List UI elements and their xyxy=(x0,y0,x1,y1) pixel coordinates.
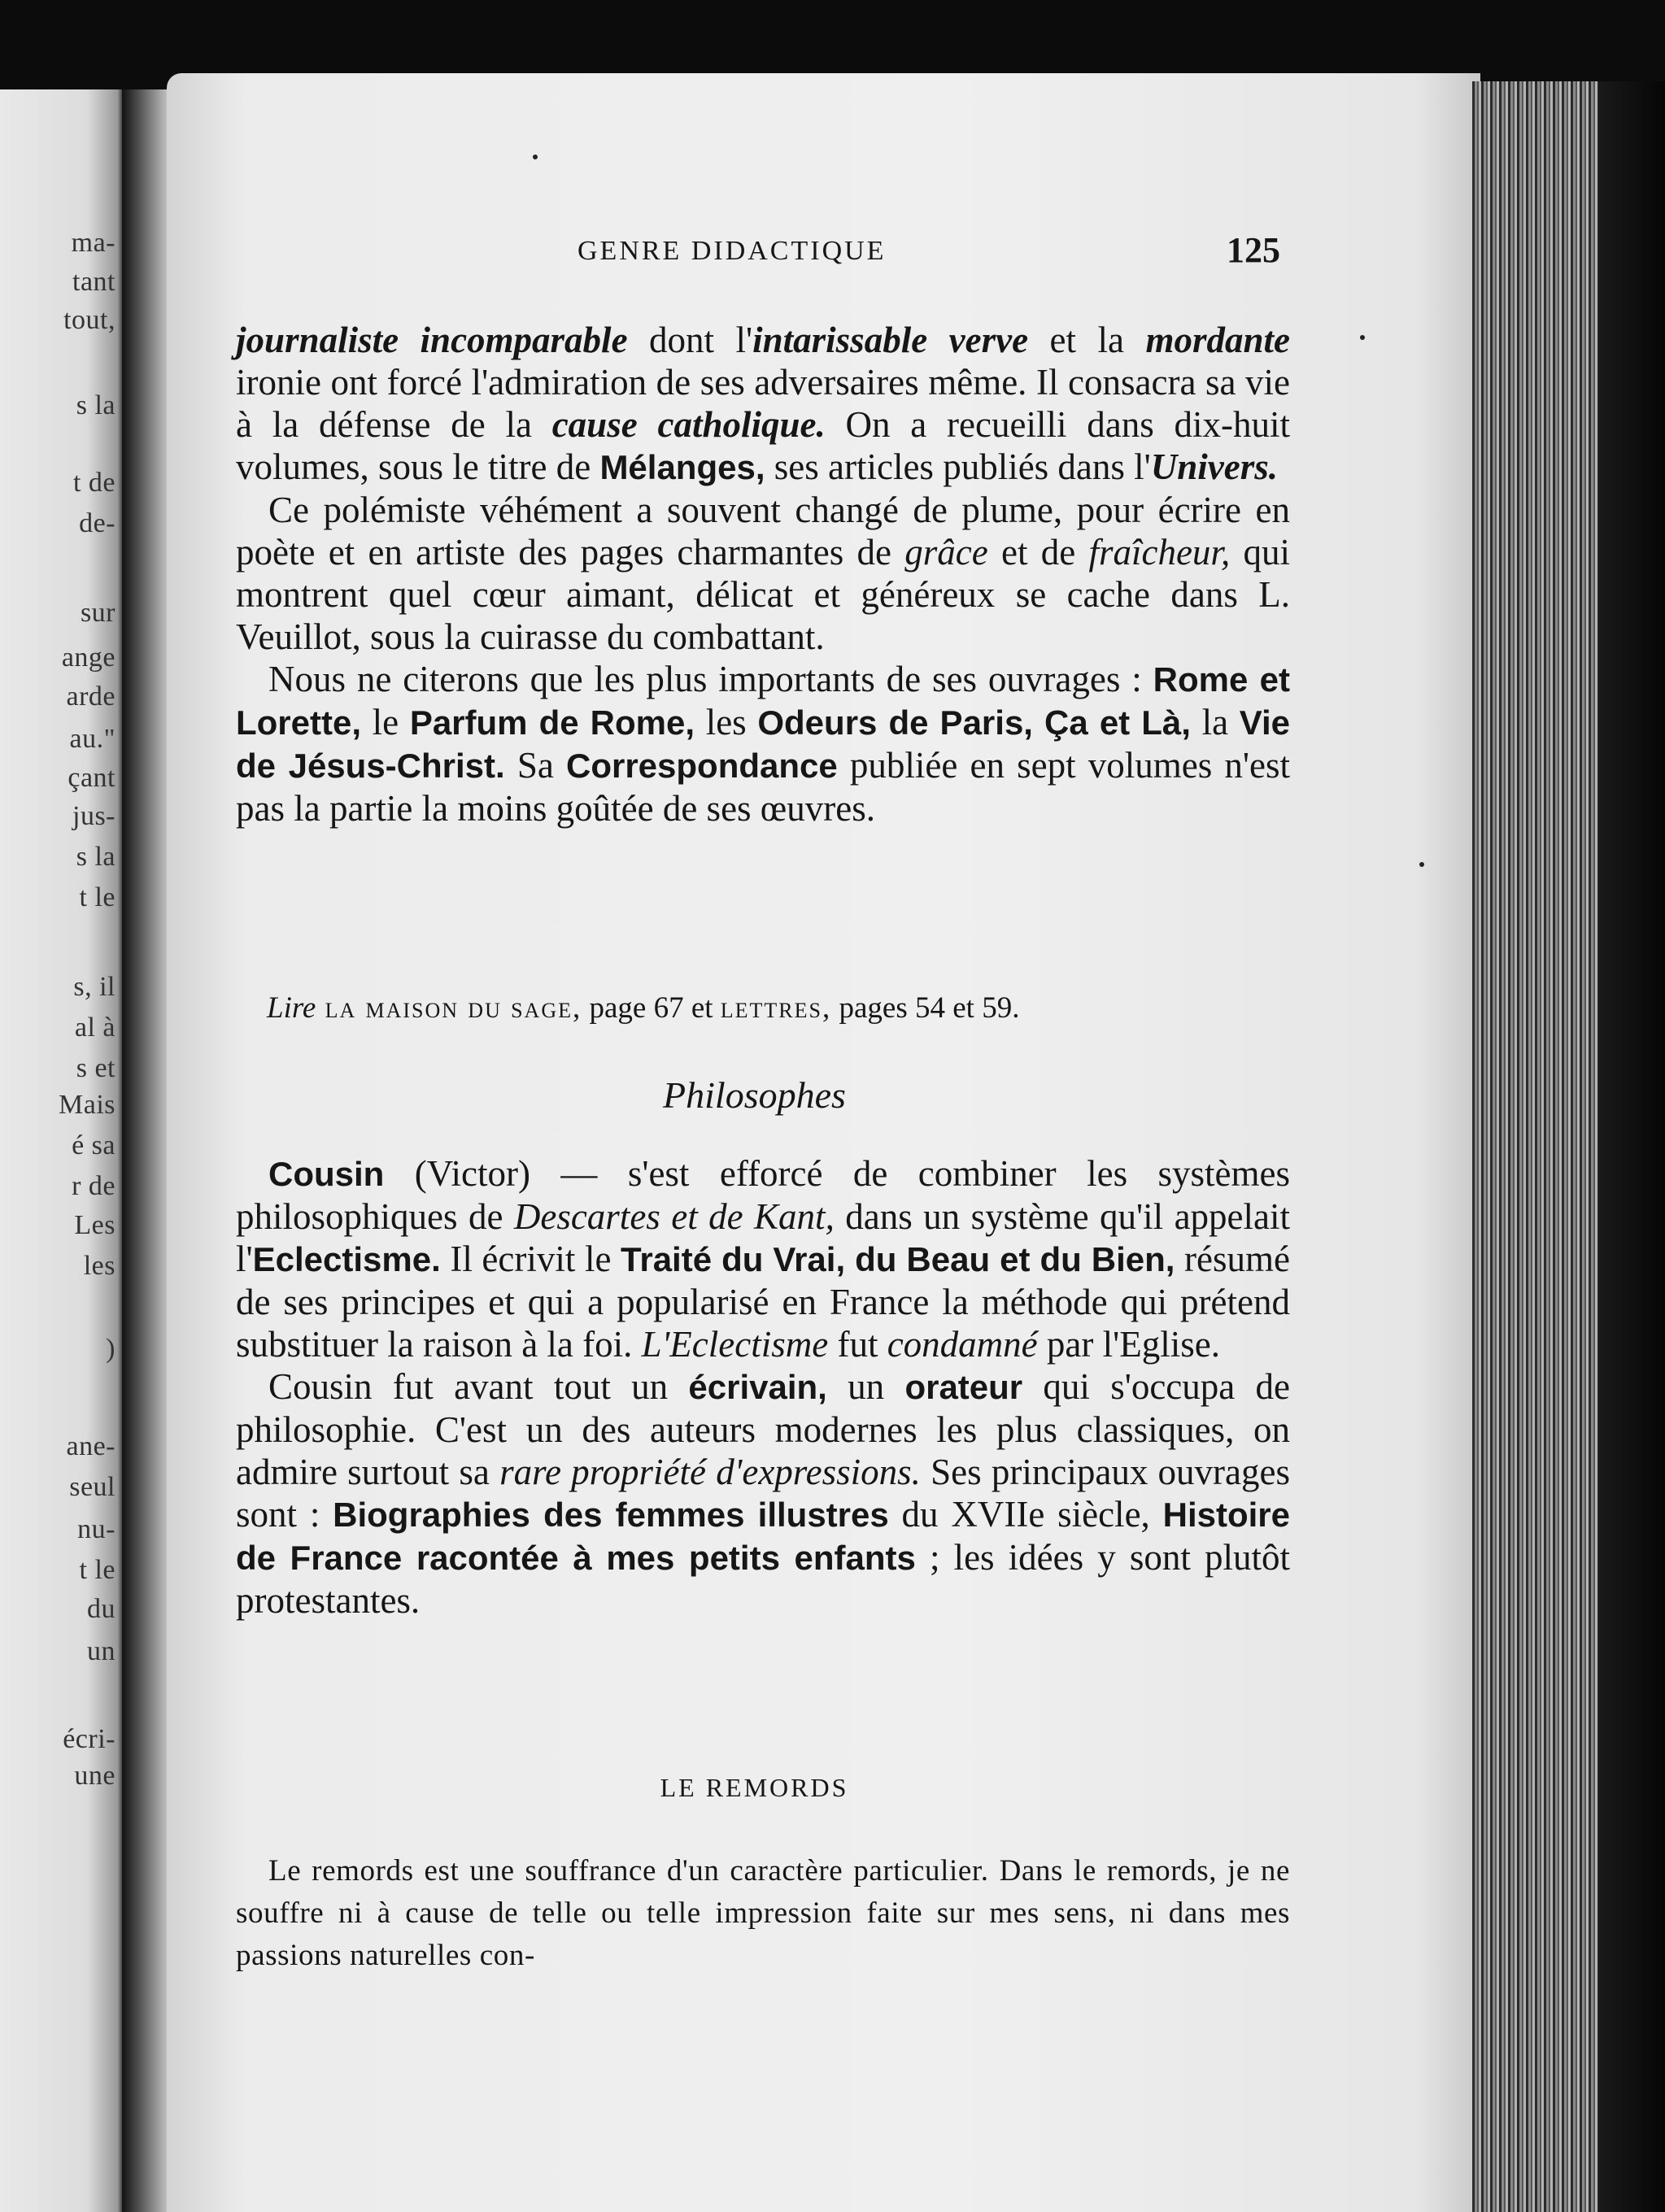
text-run: dans un système qu'il appelait l' xyxy=(236,1196,1290,1279)
text-run: la xyxy=(1190,702,1240,742)
text-run: publiée en sept volumes n'est pas la partie la moins goûtée de ses œuvres. xyxy=(236,745,1291,829)
paragraph: Le remords est une souffrance d'un caractère particulier. Dans le remords, je ne souffre ni à cause de telle ou telle impression faite sur mes sens, ni dans mes passions naturelles con- xyxy=(236,1854,1290,1972)
work-title: Odeurs de Paris, Ça et Là, xyxy=(757,703,1191,742)
paragraph xyxy=(236,489,1290,658)
previous-page-line: é sa xyxy=(72,1130,116,1160)
text-run: qui montrent quel cœur aimant, délicat et généreux se cache dans L. Veuillot, sous la cuirasse du combattant. xyxy=(236,532,1290,657)
text-run: et de xyxy=(987,532,1089,573)
work-title: Correspondance xyxy=(566,747,838,785)
excerpt-text xyxy=(236,1850,1290,1977)
section-heading: Philosophes xyxy=(663,1074,846,1116)
previous-page-line: al à xyxy=(74,1012,116,1043)
text-run: fut xyxy=(828,1324,887,1365)
running-title: GENRE DIDACTIQUE xyxy=(578,236,887,266)
previous-page-line: seul xyxy=(69,1472,116,1502)
text-run: dont l' xyxy=(627,320,753,360)
previous-page-line: r de xyxy=(72,1171,116,1201)
previous-page-fragment xyxy=(0,89,124,2212)
previous-page-line: de- xyxy=(79,508,116,538)
previous-page-line: s la xyxy=(76,842,116,872)
emphasis: mordante xyxy=(1145,320,1290,360)
text-run: un xyxy=(826,1366,905,1407)
previous-page-line: au." xyxy=(69,724,116,754)
emphasis: intarissable verve xyxy=(752,320,1029,360)
text-run: pages 54 et 59. xyxy=(831,991,1020,1025)
previous-page-line: ma- xyxy=(71,228,116,258)
text-run: Lire xyxy=(267,991,316,1025)
cousin-section xyxy=(236,1152,1290,1622)
text-run: Sa xyxy=(504,745,566,786)
emphasis: condamné xyxy=(887,1324,1038,1365)
previous-page-line: du xyxy=(87,1594,116,1624)
text-run: Ses principaux ouvrages sont : xyxy=(236,1452,1290,1535)
previous-page-line: les xyxy=(83,1251,116,1281)
page-edges xyxy=(1472,81,1602,2212)
author-name: Cousin xyxy=(268,1155,385,1193)
veuillot-section xyxy=(236,319,1290,830)
previous-page-line: t le xyxy=(79,1555,116,1585)
text-run: et la xyxy=(1028,320,1146,360)
text-run: (Victor) — s'est efforcé de combiner les systèmes philosophiques de xyxy=(236,1153,1290,1237)
emphasis: journaliste incomparable xyxy=(236,320,628,360)
text-run: qui s'occupa de philosophie. C'est un des auteurs modernes les plus classiques, on admire surtout sa xyxy=(236,1366,1291,1492)
emphasis: rare propriété d'expressions. xyxy=(499,1452,921,1492)
keyword: écrivain, xyxy=(688,1368,827,1406)
previous-page-line: tout, xyxy=(63,305,116,335)
emphasis: fraîcheur, xyxy=(1088,532,1231,573)
text-run: résumé de ses principes et qui a popularisé en France la méthode qui prétend substituer la raison à la foi. xyxy=(236,1239,1290,1365)
emphasis: Descartes et de Kant, xyxy=(513,1196,835,1237)
text-run: du XVIIe siècle, xyxy=(888,1494,1163,1535)
emphasis: L'Eclectisme xyxy=(641,1324,829,1365)
paragraph xyxy=(236,1365,1290,1622)
previous-page-line: une xyxy=(74,1761,116,1791)
previous-page-line: s la xyxy=(76,390,116,420)
page-number: 125 xyxy=(1227,230,1280,270)
emphasis: Univers. xyxy=(1150,446,1279,487)
previous-page-line: Mais xyxy=(59,1090,116,1120)
text-run: les xyxy=(695,702,758,742)
previous-page-line: jus- xyxy=(72,801,116,831)
reading-reference xyxy=(267,991,1292,1025)
paragraph xyxy=(236,1152,1290,1365)
text-run: par l'Eglise. xyxy=(1037,1324,1220,1365)
text-run: ses articles publiés dans l' xyxy=(765,446,1151,487)
book-gutter xyxy=(122,89,171,2212)
edge-shadow xyxy=(1598,81,1665,2212)
text-run: Il écrivit le xyxy=(440,1239,621,1279)
work-title: la maison du sage, xyxy=(316,991,582,1025)
text-run: Nous ne citerons que les plus importants de ses ouvrages : xyxy=(268,659,1153,699)
paragraph xyxy=(236,319,1290,489)
text-run: On a recueilli dans dix-huit volumes, sous le titre de xyxy=(236,404,1290,487)
previous-page-line: tant xyxy=(72,267,116,297)
text-run: ironie ont forcé l'admiration de ses adversaires même. Il consacra sa vie à la défense de la xyxy=(236,362,1290,445)
work-title: Mélanges, xyxy=(599,448,765,486)
previous-page-line: Les xyxy=(74,1210,116,1240)
previous-page-line: t le xyxy=(79,882,116,912)
text-run: le xyxy=(361,702,410,742)
previous-page-line: écri- xyxy=(63,1724,116,1754)
previous-page-line: t de xyxy=(72,468,116,498)
work-title: Biographies des femmes illustres xyxy=(333,1496,889,1534)
text-run: Cousin fut avant tout un xyxy=(268,1366,689,1407)
previous-page-line: s, il xyxy=(73,972,116,1002)
keyword: orateur xyxy=(904,1368,1023,1406)
work-title: Histoire de France racontée à mes petits enfants xyxy=(236,1496,1290,1577)
work-title: lettres, xyxy=(720,991,832,1025)
text-run: Ce polémiste véhément a souvent changé de plume, pour écrire en poète et en artiste des pages charmantes de xyxy=(236,490,1290,573)
text-run: ; les idées y sont plutôt protestantes. xyxy=(236,1537,1290,1621)
work-title: Vie de Jésus-Christ. xyxy=(236,703,1291,785)
previous-page-line: nu- xyxy=(77,1514,116,1544)
excerpt-title: LE REMORDS xyxy=(660,1773,849,1802)
previous-page-line: çant xyxy=(68,763,116,793)
work-title: Traité du Vrai, du Beau et du Bien, xyxy=(621,1240,1175,1278)
print-speck xyxy=(1360,335,1365,340)
paragraph xyxy=(236,658,1290,830)
previous-page-line: sur xyxy=(80,598,116,628)
previous-page-line: arde xyxy=(66,681,116,712)
work-title: Parfum de Rome, xyxy=(409,703,695,742)
print-speck xyxy=(1419,862,1424,867)
previous-page-line: ) xyxy=(106,1334,116,1364)
work-title: Eclectisme. xyxy=(252,1240,441,1278)
print-speck xyxy=(533,155,538,159)
previous-page-line: ane- xyxy=(66,1431,116,1461)
text-run: page 67 et xyxy=(582,991,721,1025)
previous-page-line: s et xyxy=(76,1053,116,1083)
emphasis: grâce xyxy=(904,532,988,573)
work-title: Rome et Lorette, xyxy=(236,660,1291,742)
emphasis: cause catholique. xyxy=(551,404,826,445)
previous-page-line: ange xyxy=(61,642,116,673)
previous-page-line: un xyxy=(87,1636,116,1666)
